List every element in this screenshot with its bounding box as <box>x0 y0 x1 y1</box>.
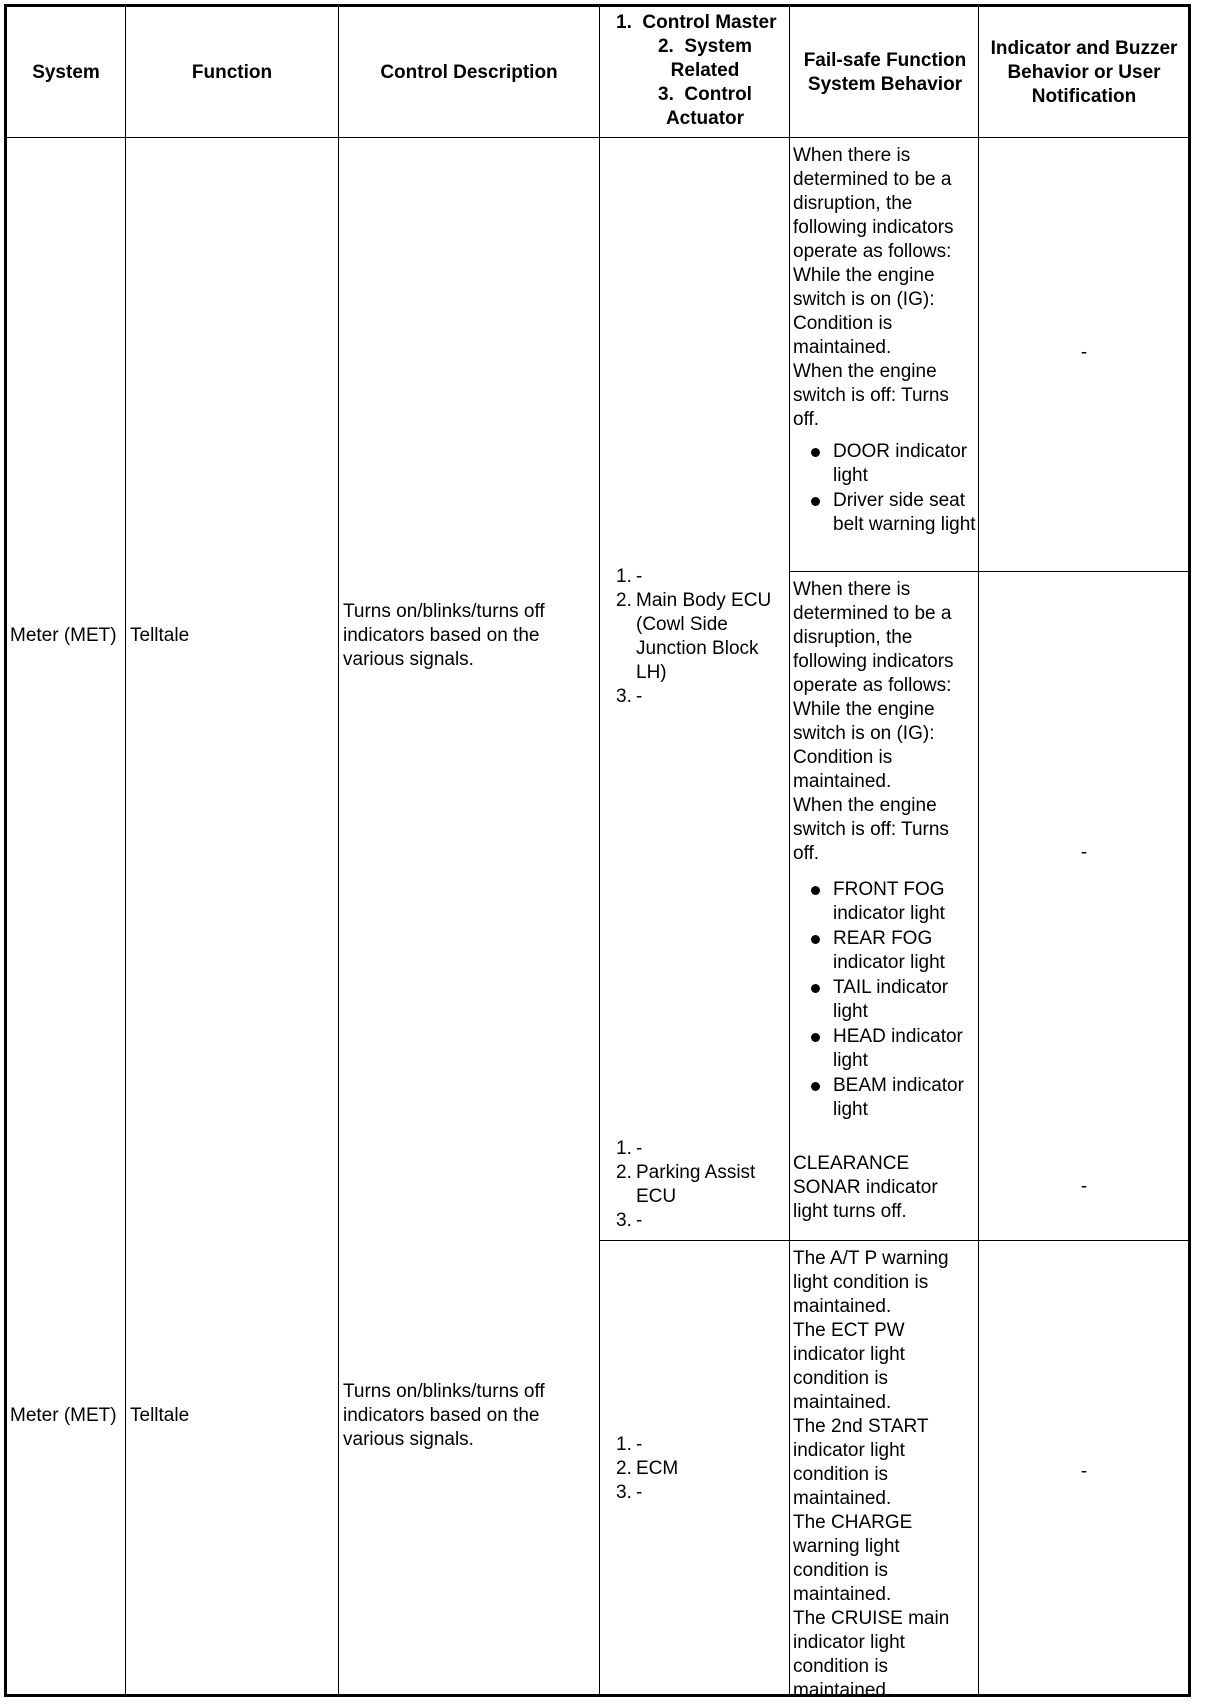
failsafe-line: The CRUISE main indicator light condition is maintained. <box>793 1608 950 1701</box>
subrow-divider <box>789 571 1188 572</box>
header-control-item: Control Master <box>642 12 777 33</box>
row1-function: Telltale <box>130 625 190 646</box>
list-item: 2. Parking Assist ECU <box>616 1162 756 1207</box>
row-divider <box>599 1240 1188 1241</box>
list-item: HEAD indicator light <box>793 1025 976 1073</box>
table-frame <box>4 4 1191 1697</box>
row2-description: Turns on/blinks/turns off indicators based on the various signals. <box>343 1381 545 1450</box>
list-item: REAR FOG indicator light <box>793 927 976 975</box>
header-failsafe: Fail-safe Function System Behavior <box>803 49 967 95</box>
failsafe-line: When the engine switch is off: Turns off. <box>793 795 949 864</box>
failsafe-bullets <box>793 440 976 537</box>
header-function: Function <box>191 61 273 83</box>
list-item: 2. Main Body ECU (Cowl Side Junction Block LH) <box>616 590 772 683</box>
row1-failsafe-a <box>793 144 976 538</box>
col-divider <box>125 7 126 1695</box>
failsafe-line: When the engine switch is off: Turns off. <box>793 361 949 430</box>
failsafe-line: When there is determined to be a disruption, the following indicators operate as follows: <box>793 579 954 696</box>
row2-function: Telltale <box>130 1405 190 1426</box>
row2-failsafe <box>793 1247 968 1703</box>
row1-control-list-c <box>602 1137 788 1233</box>
failsafe-line: The A/T P warning light condition is maintained. <box>793 1248 949 1317</box>
header-control-items: 1. Control Master 2. System Related 3. Control Actuator <box>616 12 777 129</box>
list-item: 1. - <box>616 566 643 587</box>
row1-indicator-b: - <box>1080 842 1088 863</box>
col-divider <box>599 7 600 1695</box>
failsafe-line: The 2nd START indicator light condition is maintained. <box>793 1416 929 1509</box>
row1-description: Turns on/blinks/turns off indicators based on the various signals. <box>343 601 545 670</box>
row2-system: Meter (MET) <box>10 1405 117 1426</box>
row2-control-list <box>602 1433 788 1505</box>
list-item: FRONT FOG indicator light <box>793 878 976 926</box>
header-control-item: Control Actuator <box>665 84 752 129</box>
failsafe-line: CLEARANCE SONAR indicator light turns off. <box>793 1153 938 1222</box>
row1-system: Meter (MET) <box>10 625 117 646</box>
list-item: 3. - <box>616 1482 643 1503</box>
list-item: BEAM indicator light <box>793 1074 976 1122</box>
col-divider <box>978 7 979 1695</box>
list-item: 3. - <box>616 686 643 707</box>
list-item: 1. - <box>616 1138 643 1159</box>
row2-indicator: - <box>1080 1461 1088 1482</box>
row1-indicator-c: - <box>1080 1176 1088 1197</box>
list-item: TAIL indicator light <box>793 976 976 1024</box>
list-item: DOOR indicator light <box>793 440 976 488</box>
failsafe-line: When there is determined to be a disruption, the following indicators operate as follows: <box>793 145 954 262</box>
row1-failsafe-b <box>793 578 976 1123</box>
header-indicator: Indicator and Buzzer Behavior or User Notification <box>990 37 1178 107</box>
list-item: 2. ECM <box>616 1458 679 1479</box>
row1-control-list-a <box>602 565 788 709</box>
list-item: 3. - <box>616 1210 643 1231</box>
failsafe-line: While the engine switch is on (IG): Condition is maintained. <box>793 265 935 358</box>
failsafe-line: While the engine switch is on (IG): Condition is maintained. <box>793 699 935 792</box>
row1-indicator-a: - <box>1080 342 1088 363</box>
header-control-item: System Related <box>670 36 752 81</box>
row1-failsafe-c <box>793 1152 963 1224</box>
list-item: 1. - <box>616 1434 643 1455</box>
header-control-description: Control Description <box>380 61 558 83</box>
col-divider <box>338 7 339 1695</box>
col-divider <box>789 7 790 1695</box>
header-system: System <box>32 61 100 83</box>
failsafe-line: The ECT PW indicator light condition is maintained. <box>793 1320 905 1413</box>
failsafe-bullets <box>793 878 976 1122</box>
header-divider <box>7 137 1188 138</box>
list-item: Driver side seat belt warning light <box>793 489 976 537</box>
failsafe-line: The CHARGE warning light condition is maintained. <box>793 1512 913 1605</box>
